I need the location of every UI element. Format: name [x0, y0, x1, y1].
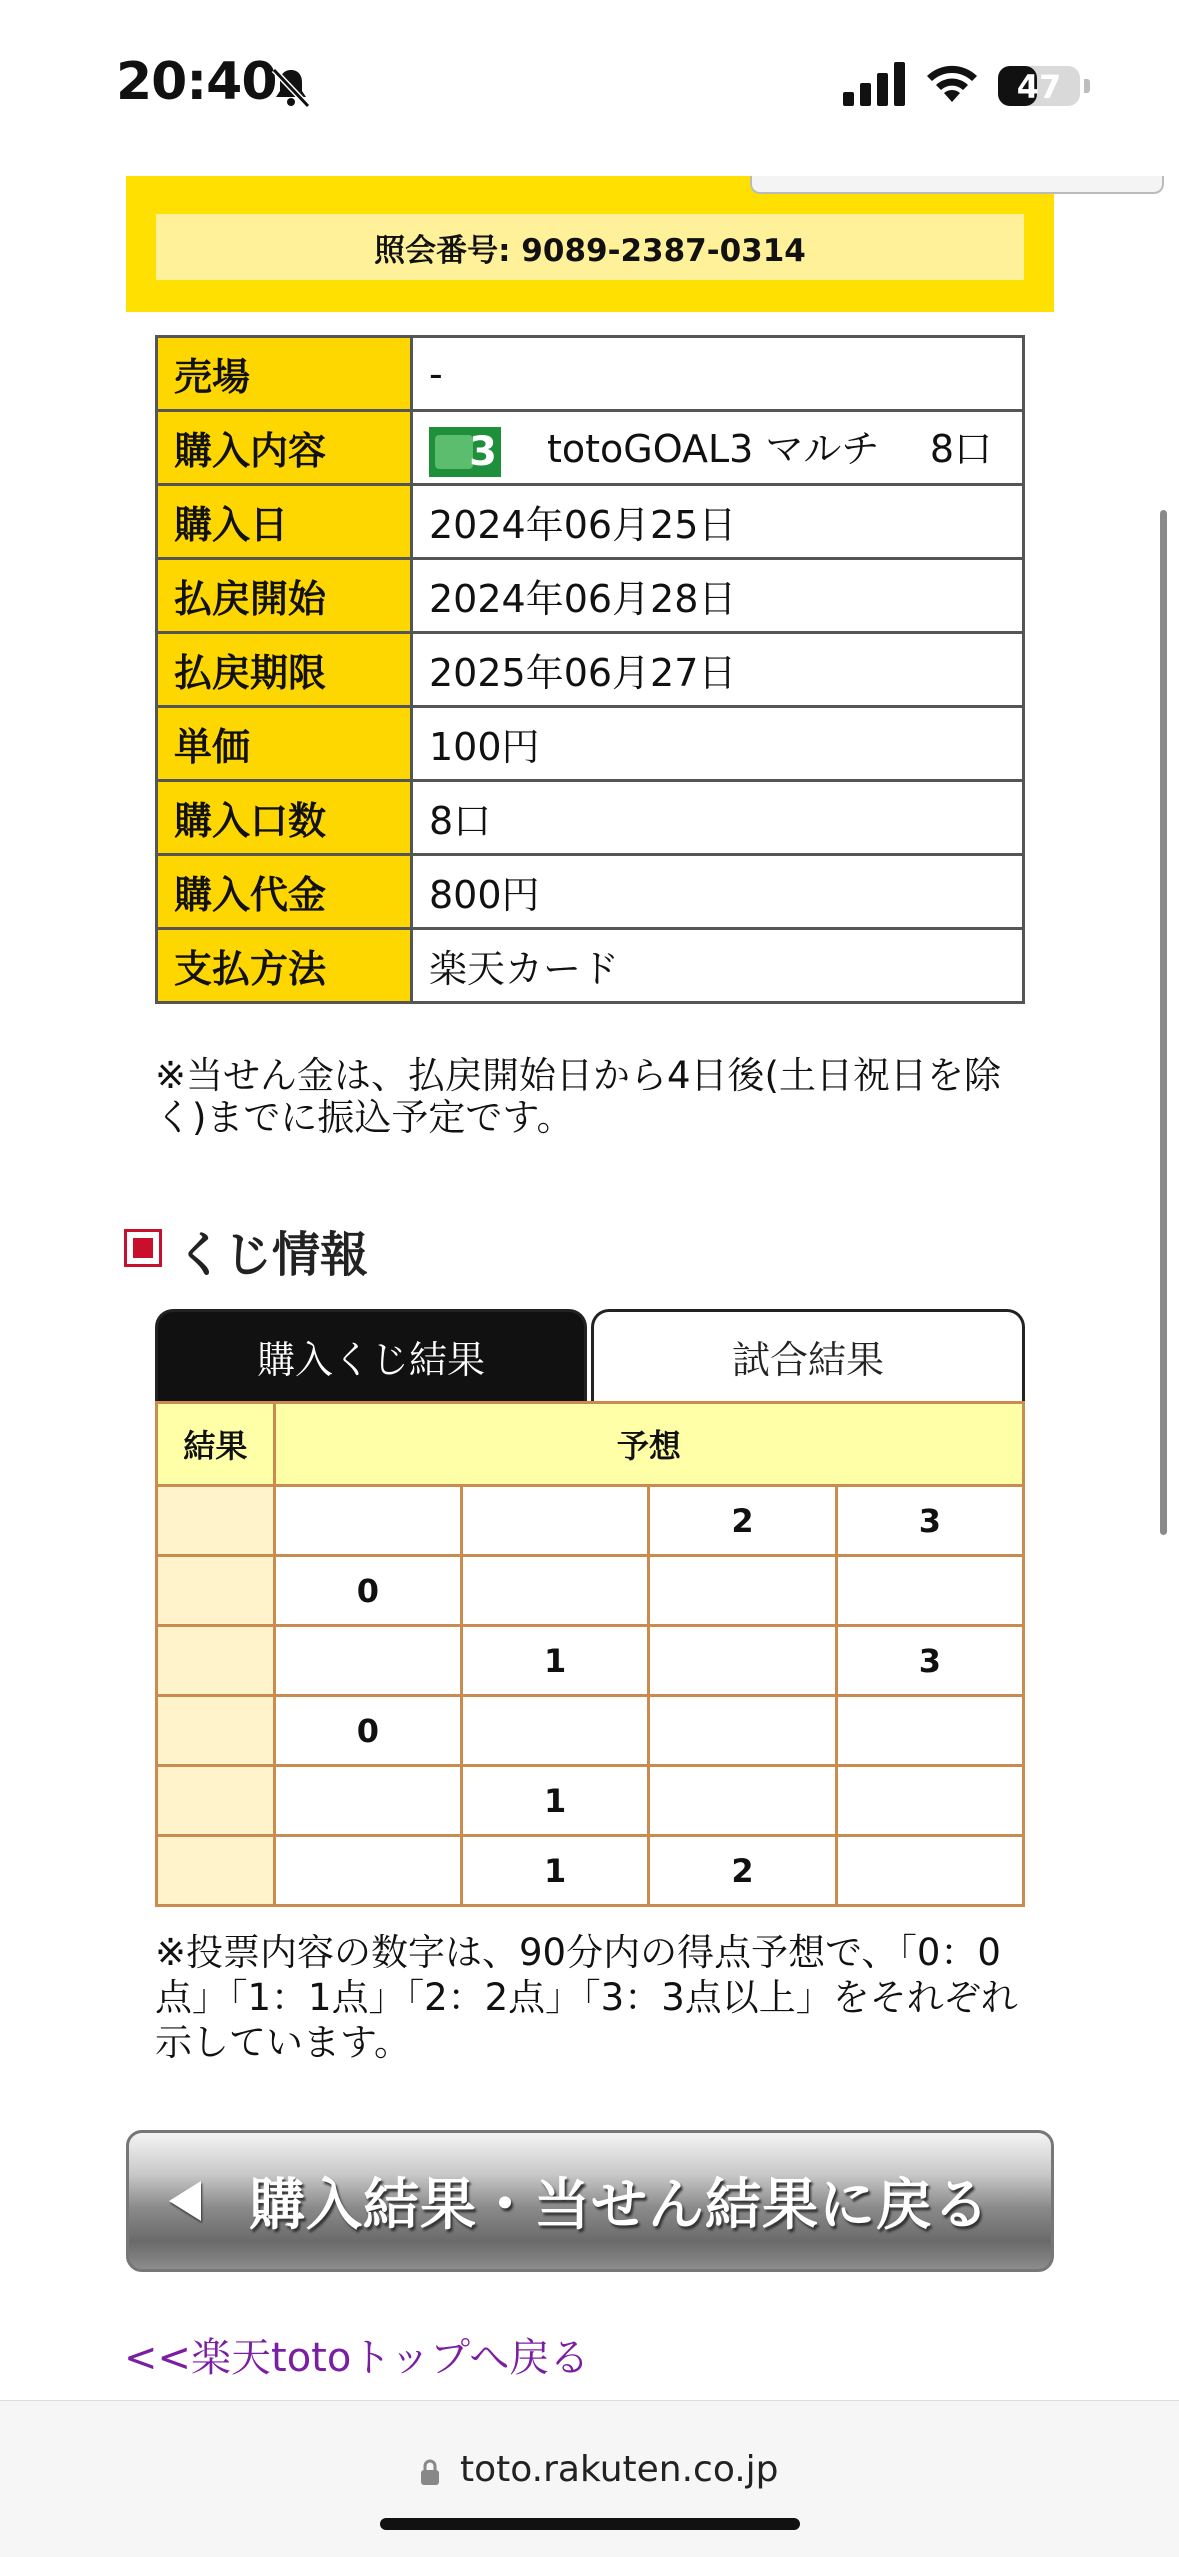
info-row	[157, 781, 1024, 855]
table-row	[157, 1836, 1024, 1906]
prediction-cell	[461, 1556, 648, 1626]
info-row	[157, 855, 1024, 929]
info-key: 売場	[157, 337, 412, 411]
prediction-cell	[649, 1556, 836, 1626]
result-cell	[157, 1556, 275, 1626]
result-cell	[157, 1626, 275, 1696]
prediction-cell: 2	[649, 1486, 836, 1556]
score-legend-note: ※投票内容の数字は、90分内の得点予想で、「0：0点」「1：1点」「2：2点」「3：3点以上」をそれぞれ示しています。	[155, 1931, 1018, 2064]
info-row	[157, 485, 1024, 559]
browser-url-bar[interactable]	[0, 2400, 1179, 2557]
purchase-content-count: 8口	[929, 427, 992, 472]
bell-muted-icon	[268, 64, 314, 110]
prediction-cell: 0	[274, 1696, 461, 1766]
return-to-results-button[interactable]	[126, 2130, 1054, 2272]
table-row	[157, 1486, 1024, 1556]
battery-icon	[998, 66, 1080, 106]
result-cell	[157, 1486, 275, 1556]
prediction-cell	[836, 1556, 1023, 1626]
table-header-row	[157, 1403, 1024, 1486]
info-key: 単価	[157, 707, 412, 781]
info-value-purchase-content	[412, 411, 1024, 485]
prediction-cell	[649, 1696, 836, 1766]
result-cell	[157, 1766, 275, 1836]
info-key: 払戻期限	[157, 633, 412, 707]
tab-purchased-result[interactable]: 購入くじ結果	[155, 1309, 587, 1401]
url-text: toto.rakuten.co.jp	[460, 2449, 779, 2490]
section-title: くじ情報	[176, 1227, 369, 1283]
result-cell	[157, 1696, 275, 1766]
return-button-label: 購入結果・当せん結果に戻る	[249, 2173, 990, 2238]
header-result: 結果	[157, 1403, 275, 1486]
battery-cap	[1084, 79, 1090, 93]
prediction-cell: 1	[461, 1626, 648, 1696]
prediction-cell	[836, 1696, 1023, 1766]
lock-icon	[421, 2459, 439, 2485]
header-prediction: 予想	[274, 1403, 1023, 1486]
info-row	[157, 707, 1024, 781]
prediction-cell	[274, 1836, 461, 1906]
prediction-cell	[461, 1486, 648, 1556]
info-value: -	[412, 337, 1024, 411]
info-key: 購入口数	[157, 781, 412, 855]
info-row	[157, 411, 1024, 485]
info-value: 2025年06月27日	[412, 633, 1024, 707]
table-row	[157, 1556, 1024, 1626]
table-row	[157, 1626, 1024, 1696]
info-value: 楽天カード	[412, 929, 1024, 1003]
arrow-left-icon	[169, 2181, 201, 2221]
inquiry-number: 照会番号: 9089-2387-0314	[156, 214, 1024, 280]
totogoal3-logo-icon: 3	[429, 427, 501, 477]
prediction-cell	[649, 1766, 836, 1836]
payout-note: ※当せん金は、払戻開始日から4日後(土日祝日を除く)までに振込予定です。	[155, 1054, 1001, 1139]
battery-percent: 47	[1016, 68, 1062, 106]
prediction-cell: 2	[649, 1836, 836, 1906]
status-bar	[0, 0, 1179, 170]
cellular-signal-icon	[843, 62, 907, 106]
table-row	[157, 1696, 1024, 1766]
tab-match-result[interactable]: 試合結果	[591, 1309, 1025, 1401]
info-key: 購入代金	[157, 855, 412, 929]
info-row	[157, 337, 1024, 411]
prediction-cell	[836, 1766, 1023, 1836]
back-to-toto-top-link[interactable]: <<楽天totoトップへ戻る	[124, 2335, 590, 2381]
prediction-cell	[836, 1836, 1023, 1906]
inquiry-banner	[126, 176, 1054, 312]
info-value: 8口	[412, 781, 1024, 855]
banner-tab-edge	[750, 176, 1164, 194]
info-value: 100円	[412, 707, 1024, 781]
info-key: 購入内容	[157, 411, 412, 485]
scrollbar[interactable]	[1160, 510, 1167, 1535]
home-indicator[interactable]	[380, 2518, 800, 2530]
prediction-cell	[274, 1626, 461, 1696]
info-value: 2024年06月25日	[412, 485, 1024, 559]
table-row	[157, 1766, 1024, 1836]
prediction-table	[155, 1401, 1025, 1907]
result-cell	[157, 1836, 275, 1906]
info-row	[157, 633, 1024, 707]
info-value: 800円	[412, 855, 1024, 929]
prediction-cell	[274, 1766, 461, 1836]
prediction-cell	[461, 1696, 648, 1766]
purchase-info-table	[155, 335, 1025, 1004]
prediction-cell: 1	[461, 1766, 648, 1836]
info-key: 支払方法	[157, 929, 412, 1003]
info-row	[157, 929, 1024, 1003]
prediction-cell: 1	[461, 1836, 648, 1906]
prediction-cell: 0	[274, 1556, 461, 1626]
status-time: 20:40	[116, 52, 277, 112]
prediction-cell: 3	[836, 1486, 1023, 1556]
prediction-cell	[274, 1486, 461, 1556]
info-key: 購入日	[157, 485, 412, 559]
section-square-icon	[124, 1229, 162, 1267]
info-row	[157, 559, 1024, 633]
prediction-cell	[649, 1626, 836, 1696]
prediction-cell: 3	[836, 1626, 1023, 1696]
purchase-content-text: totoGOAL3 マルチ	[547, 427, 880, 472]
wifi-icon	[924, 58, 980, 106]
info-value: 2024年06月28日	[412, 559, 1024, 633]
info-key: 払戻開始	[157, 559, 412, 633]
